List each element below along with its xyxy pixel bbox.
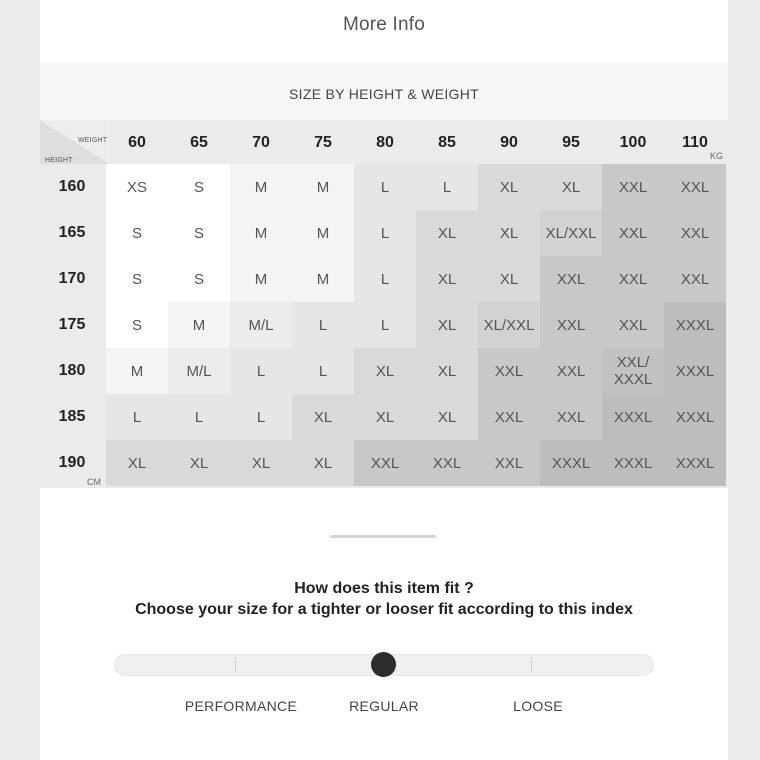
size-cell: L [292,302,354,348]
size-cell: XL [106,440,168,486]
size-cell: L [230,348,292,394]
size-cell: XL [416,256,478,302]
weight-axis-label: WEIGHT [78,137,108,144]
size-cell: M/L [168,348,230,394]
size-cell: XXL [354,440,416,486]
size-cell: S [106,302,168,348]
fit-option-regular[interactable]: REGULAR [349,698,419,714]
size-cell: M [230,256,292,302]
weight-column-header: 85 [438,134,456,151]
size-cell: XXL [602,256,664,302]
size-cell: S [106,256,168,302]
fit-instruction: Choose your size for a tighter or looser fit according to this index [135,601,633,618]
size-cell: XL [292,394,354,440]
size-cell: XXL [602,164,664,210]
size-cell: XXL [602,302,664,348]
size-cell: XXL [540,348,602,394]
height-row-header: 175 [58,316,86,333]
size-cell: L [168,394,230,440]
size-cell: XL [478,164,540,210]
size-cell: L [106,394,168,440]
size-cell: XL [478,256,540,302]
size-chart [40,120,728,488]
size-cell: XXXL [602,440,664,486]
size-cell: XL [416,394,478,440]
size-cell: L [292,348,354,394]
size-cell: M [230,210,292,256]
size-cell: XXL [664,210,726,256]
size-cell: XXL [664,256,726,302]
size-cell: L [354,302,416,348]
size-cell: M [230,164,292,210]
weight-column-header: 70 [252,134,270,151]
height-row-header: 165 [58,224,86,241]
fit-option-loose[interactable]: LOOSE [513,698,563,714]
fit-question: How does this item fit ? [294,580,474,597]
size-cell: XL [292,440,354,486]
size-cell: M [292,164,354,210]
size-cell: XL [354,394,416,440]
size-cell: L [416,164,478,210]
size-cell: XXXL [664,440,726,486]
fit-tick-loose [531,657,532,673]
size-cell: XXL [478,440,540,486]
fit-slider-track[interactable] [114,654,654,676]
size-cell: XXL [602,210,664,256]
fit-tick-performance [235,657,236,673]
size-cell: XXL [664,164,726,210]
weight-unit-label: KG [710,151,724,161]
size-cell: XL [416,302,478,348]
size-cell: L [354,256,416,302]
size-chart-title: SIZE BY HEIGHT & WEIGHT [289,86,479,102]
fit-slider-handle[interactable] [371,652,396,677]
product-info-panel [40,0,728,760]
size-cell: S [168,164,230,210]
chart-corner [40,120,110,164]
size-cell: L [354,210,416,256]
more-info-title: More Info [342,14,426,35]
section-divider [330,535,436,538]
size-chart-heading-bar [40,62,728,120]
size-cell: XXL/ XXXL [602,348,664,394]
size-cell: XXL [478,394,540,440]
height-unit-label: CM [87,477,101,487]
size-cell: XL [230,440,292,486]
size-cell: XXL [540,394,602,440]
weight-column-header: 60 [128,134,146,151]
size-cell: XXL [416,440,478,486]
size-cell: XXXL [664,348,726,394]
weight-column-header: 80 [376,134,394,151]
weight-column-header: 75 [314,134,332,151]
size-cell: M/L [230,302,292,348]
weight-column-header: 65 [190,134,208,151]
size-cell: S [168,210,230,256]
height-row-header: 160 [58,178,86,195]
weight-column-header: 100 [619,134,647,151]
size-cell: M [292,256,354,302]
weight-column-header: 110 [682,134,708,151]
size-cell: XXXL [602,394,664,440]
size-cell: XXXL [664,302,726,348]
size-cell: XL [416,210,478,256]
size-cell: XL [540,164,602,210]
height-row-header: 170 [58,270,86,287]
height-row-header: 180 [58,362,86,379]
size-cell: M [106,348,168,394]
size-cell: M [168,302,230,348]
size-cell: XL/XXL [478,302,540,348]
size-cell: XXL [478,348,540,394]
size-cell: XL [168,440,230,486]
size-cell: L [354,164,416,210]
size-cell: S [168,256,230,302]
height-row-header: 185 [58,408,86,425]
size-cell: S [106,210,168,256]
size-cell: XL/XXL [540,210,602,256]
size-cell: XXXL [540,440,602,486]
weight-column-header: 90 [500,134,518,151]
height-row-header: 190 [58,454,86,471]
size-cell: XL [416,348,478,394]
size-cell: XXL [540,256,602,302]
size-cell: XL [478,210,540,256]
size-cell: L [230,394,292,440]
size-cell: XXL [540,302,602,348]
weight-column-header: 95 [562,134,580,151]
size-cell: XXXL [664,394,726,440]
height-axis-label: HEIGHT [45,157,73,164]
size-cell: XL [354,348,416,394]
size-cell: M [292,210,354,256]
size-cell: XS [106,164,168,210]
fit-option-performance[interactable]: PERFORMANCE [184,698,298,714]
